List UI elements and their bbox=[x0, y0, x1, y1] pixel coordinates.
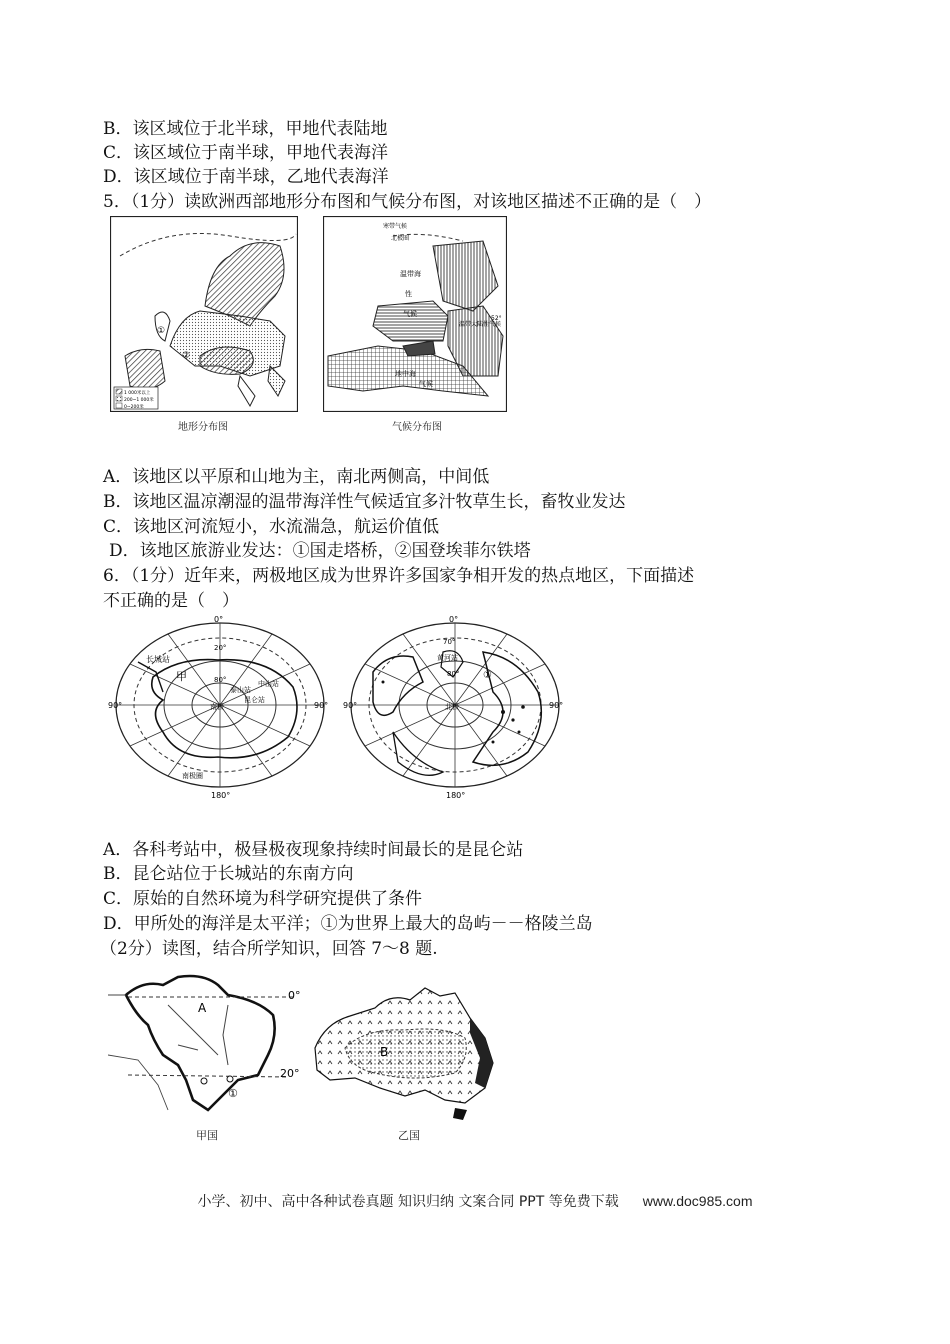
brazil-marker-1: ① bbox=[228, 1087, 238, 1100]
q4-option-d: D．该区域位于南半球，乙地代表海洋 bbox=[103, 167, 389, 187]
q6-option-a: A．各科考站中，极昼极夜现象持续时间最长的是昆仑站 bbox=[103, 840, 524, 860]
europe-terrain-map bbox=[110, 216, 298, 412]
climate-maritime-label-2: 性 bbox=[405, 290, 412, 298]
changcheng-station-label: 长城站 bbox=[146, 655, 170, 664]
south-map-180deg: 180° bbox=[211, 791, 231, 800]
region-b-label: B bbox=[380, 1045, 389, 1059]
arctic-polar-map bbox=[343, 612, 568, 800]
south-map-90e: 90° bbox=[314, 701, 329, 710]
q5-option-a: A．该地区以平原和山地为主，南北两侧高，中间低 bbox=[103, 467, 490, 487]
q6-stem-line1: 6．（1分）近年来，两极地区成为世界许多国家争相开发的热点地区，下面描述 bbox=[103, 566, 695, 586]
arctic-circle-label: 北极圈 bbox=[391, 235, 410, 242]
q5-option-d: D．该地区旅游业发达：①国走塔桥，②国登埃菲尔铁塔 bbox=[109, 541, 531, 561]
antarctica-polar-map bbox=[108, 612, 333, 800]
legend-low: 0~200米 bbox=[124, 405, 144, 410]
terrain-map-caption: 地形分布图 bbox=[178, 422, 228, 433]
south-map-lat20: 20° bbox=[214, 644, 227, 652]
north-map-lat80: 80° bbox=[447, 670, 460, 678]
north-map-90w: 90° bbox=[343, 701, 358, 710]
q4-option-c: C．该区域位于南半球，甲地代表海洋 bbox=[103, 143, 389, 163]
equator-0deg-label: 0° bbox=[288, 989, 301, 1002]
australia-map bbox=[305, 978, 503, 1123]
north-map-lat70: 70° bbox=[443, 638, 456, 646]
footer-text: 小学、初中、高中各种试卷真题 知识归纳 文案合同 PPT 等免费下载 bbox=[197, 1194, 619, 1210]
climate-maritime-label-3: 气候 bbox=[403, 310, 417, 318]
q6-option-b: B．昆仑站位于长城站的东南方向 bbox=[103, 864, 354, 884]
huanghe-station-label: 黄河站 bbox=[437, 654, 458, 662]
q5-option-c: C．该地区河流短小，水流湍急，航运价值低 bbox=[103, 517, 440, 537]
brazil-map-caption: 甲国 bbox=[196, 1129, 218, 1142]
legend-high: 1 000米以上 bbox=[124, 391, 151, 396]
jia-label: 甲 bbox=[176, 670, 187, 683]
page-footer bbox=[0, 1191, 950, 1211]
terrain-marker-2: ② bbox=[182, 351, 191, 361]
footer-site-link[interactable]: www.doc985.com bbox=[642, 1193, 753, 1209]
q78-stem: （2分）读图，结合所学知识，回答 7～8 题. bbox=[100, 939, 438, 959]
north-map-90e: 90° bbox=[549, 701, 564, 710]
latitude-52-label: 52° bbox=[491, 315, 502, 322]
zhongshan-station-label: 中山站 bbox=[258, 680, 279, 688]
north-map-180deg: 180° bbox=[446, 791, 466, 800]
climate-polar-label: 寒带气候 bbox=[383, 223, 408, 230]
region-a-label: A bbox=[198, 1001, 207, 1015]
kunlun-station-label: 昆仑站 bbox=[244, 696, 265, 704]
south-map-lat80: 80° bbox=[214, 676, 227, 684]
north-map-0deg: 0° bbox=[449, 615, 459, 624]
south-map-0deg: 0° bbox=[214, 615, 224, 624]
climate-mediterranean-label: 地中海 bbox=[395, 370, 416, 378]
australia-map-caption: 乙国 bbox=[398, 1129, 420, 1142]
q6-option-d: D．甲所处的海洋是太平洋；①为世界上最大的岛屿－－格陵兰岛 bbox=[103, 914, 593, 934]
taishan-station-label: 泰山站 bbox=[230, 686, 251, 694]
q4-option-b: B．该区域位于北半球，甲地代表陆地 bbox=[103, 119, 388, 139]
legend-mid: 200~1 000米 bbox=[124, 398, 154, 403]
lat-20deg-label: 20° bbox=[280, 1067, 300, 1080]
brazil-map bbox=[108, 965, 308, 1115]
q6-option-c: C．原始的自然环境为科学研究提供了条件 bbox=[103, 889, 423, 909]
antarctic-circle-label: 南极圈 bbox=[182, 772, 203, 780]
climate-maritime-label: 温带海 bbox=[400, 270, 421, 278]
terrain-marker-1: ① bbox=[157, 326, 166, 336]
south-map-90w: 90° bbox=[108, 701, 123, 710]
greenland-marker-1: ① bbox=[483, 670, 492, 681]
climate-mediterranean-label-2: 气候 bbox=[419, 380, 433, 388]
climate-continental-label: 温带大陆性气候 bbox=[459, 321, 502, 328]
climate-map-caption: 气候分布图 bbox=[392, 422, 442, 433]
q5-stem: 5．（1分）读欧洲西部地形分布图和气候分布图，对该地区描述不正确的是（ ） bbox=[103, 192, 712, 212]
q5-option-b: B．该地区温凉潮湿的温带海洋性气候适宜多汁牧草生长，畜牧业发达 bbox=[103, 492, 626, 512]
q6-stem-line2: 不正确的是（ ） bbox=[103, 591, 239, 611]
north-pole-label: 北极 bbox=[445, 703, 459, 711]
europe-climate-map bbox=[323, 216, 507, 412]
south-pole-label: 南极 bbox=[210, 703, 224, 711]
